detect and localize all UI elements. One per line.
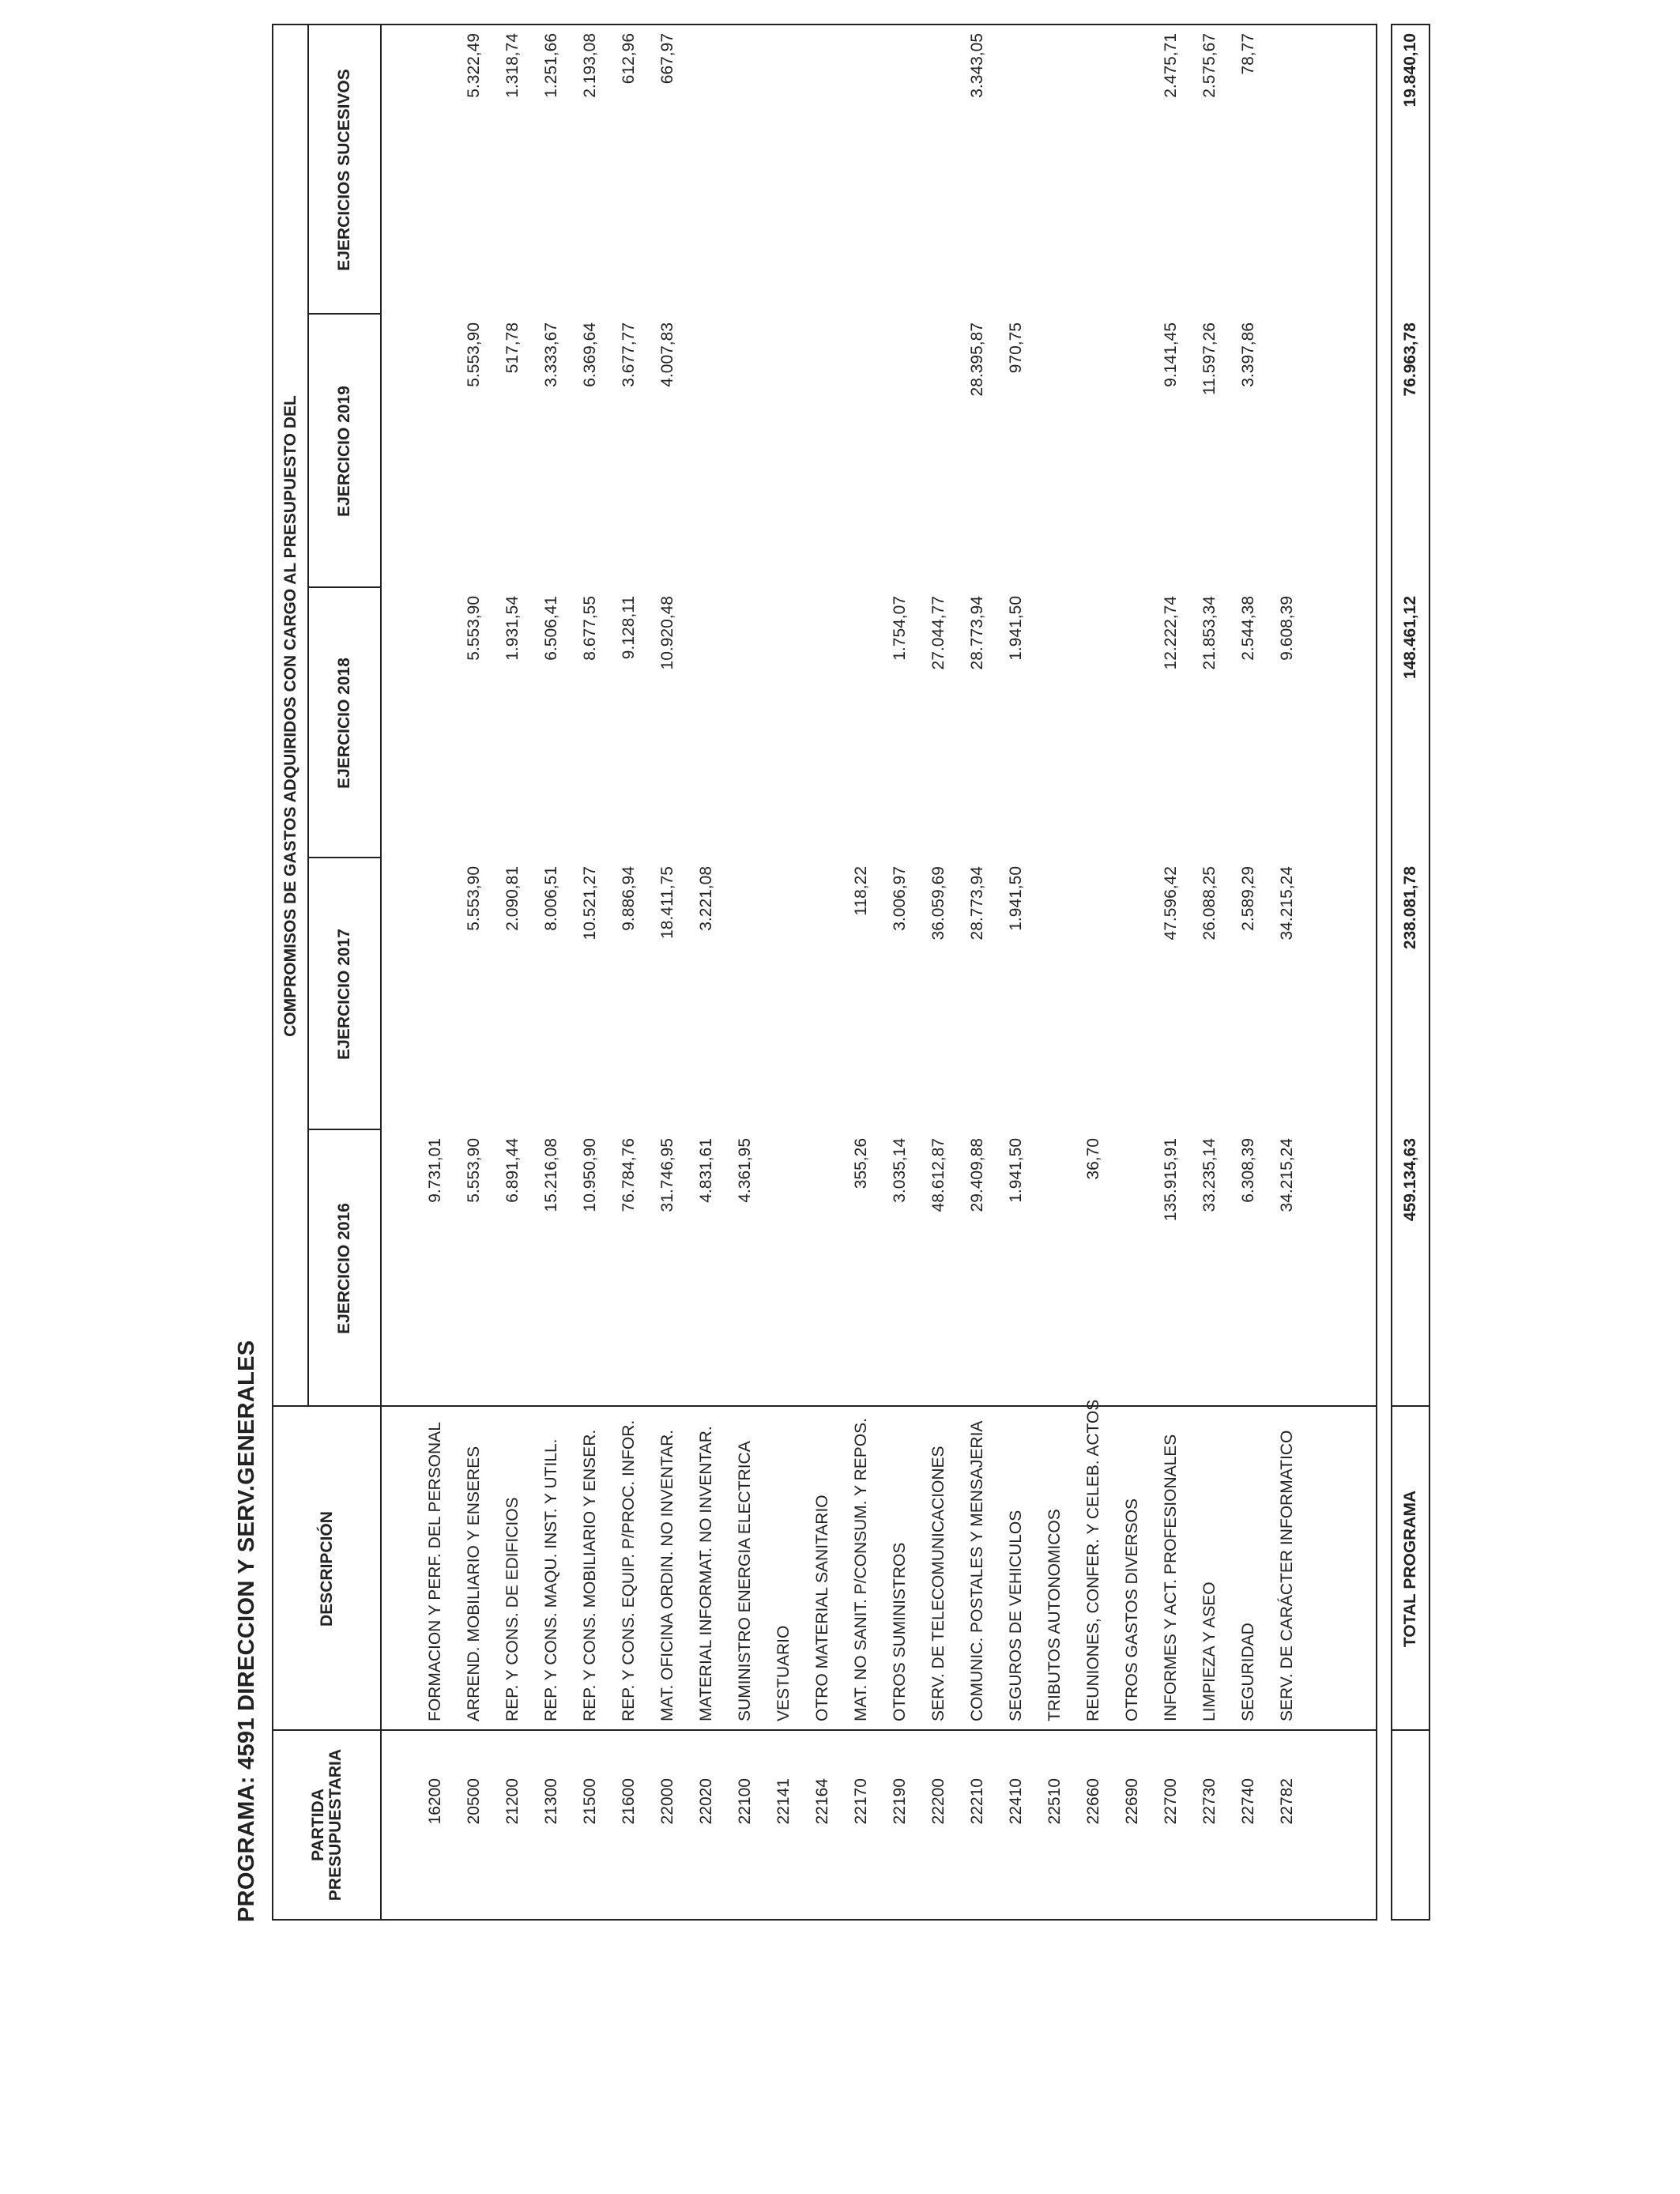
row-value-2019: 3.677,77 xyxy=(620,322,638,387)
header-group-title: COMPROMISOS DE GASTOS ADQUIRIDOS CON CARGO AL PRESUPUESTO DEL xyxy=(273,25,309,1407)
header-ejercicio-2016: EJERCICIO 2016 xyxy=(335,1203,353,1334)
row-value-2017: 9.886,94 xyxy=(620,866,638,931)
row-code: 22700 xyxy=(1162,1778,1180,1825)
row-code: 22510 xyxy=(1045,1778,1064,1825)
row-value-sucesivos: 2.193,08 xyxy=(581,33,599,98)
header-partida-line1: PARTIDA xyxy=(308,1789,327,1861)
row-value-2018: 1.941,50 xyxy=(1007,596,1025,661)
row-description: MATERIAL INFORMAT. NO INVENTAR. xyxy=(697,1426,715,1721)
row-code: 22740 xyxy=(1239,1778,1257,1825)
row-code: 22100 xyxy=(736,1778,754,1825)
row-value-2016: 36,70 xyxy=(1084,1138,1102,1180)
table-row xyxy=(649,25,687,1919)
divider xyxy=(309,1129,380,1130)
row-code: 21200 xyxy=(503,1778,522,1825)
row-value-2016: 15.216,08 xyxy=(542,1138,560,1212)
header-ejercicio-2019: EJERCICIO 2019 xyxy=(335,386,353,517)
row-value-2017: 3.221,08 xyxy=(697,866,715,931)
table-row xyxy=(494,25,532,1919)
row-description: OTROS SUMINISTROS xyxy=(891,1542,909,1721)
row-value-sucesivos: 1.318,74 xyxy=(503,33,522,98)
row-value-2017: 118,22 xyxy=(852,866,870,916)
row-code: 22020 xyxy=(697,1778,715,1825)
table-row xyxy=(533,25,571,1919)
row-description: SERV. DE CARÁCTER INFORMATICO xyxy=(1278,1430,1296,1721)
table-row xyxy=(610,25,648,1919)
row-value-sucesivos: 2.575,67 xyxy=(1200,33,1219,98)
row-description: SEGUROS DE VEHICULOS xyxy=(1007,1510,1025,1721)
row-value-2016: 29.409,88 xyxy=(968,1138,986,1212)
total-2017: 238.081,78 xyxy=(1401,866,1419,950)
row-value-sucesivos: 1.251,66 xyxy=(542,33,560,98)
row-description: REP. Y CONS. DE EDIFICIOS xyxy=(503,1497,522,1721)
row-value-2017: 1.941,50 xyxy=(1007,866,1025,931)
row-value-sucesivos: 78,77 xyxy=(1239,33,1257,75)
row-value-2016: 4.361,95 xyxy=(736,1138,754,1203)
row-value-2016: 355,26 xyxy=(852,1138,870,1189)
table-row xyxy=(1268,25,1306,1919)
row-value-2016: 3.035,14 xyxy=(891,1138,909,1203)
row-value-2018: 28.773,94 xyxy=(968,596,986,670)
row-value-2018: 1.754,07 xyxy=(891,596,909,661)
table-row xyxy=(571,25,609,1919)
header-ejercicio-2018: EJERCICIO 2018 xyxy=(335,658,353,789)
row-value-sucesivos: 612,96 xyxy=(620,33,638,85)
row-value-2016: 5.553,90 xyxy=(465,1138,483,1203)
row-code: 20500 xyxy=(465,1778,483,1825)
row-value-2019: 5.553,90 xyxy=(465,322,483,387)
total-2018: 148.461,12 xyxy=(1401,596,1419,680)
row-value-2018: 27.044,77 xyxy=(929,596,947,670)
row-value-2016: 6.308,39 xyxy=(1239,1138,1257,1203)
row-value-2017: 36.059,69 xyxy=(929,866,947,941)
table-row xyxy=(455,25,493,1919)
row-description: OTRO MATERIAL SANITARIO xyxy=(813,1495,831,1721)
row-value-2016: 76.784,76 xyxy=(620,1138,638,1212)
row-value-2016: 135.915,91 xyxy=(1162,1138,1180,1222)
row-value-2017: 2.589,29 xyxy=(1239,866,1257,931)
row-value-2018: 8.677,55 xyxy=(581,596,599,661)
row-value-sucesivos: 5.322,49 xyxy=(465,33,483,98)
table-row xyxy=(687,25,725,1919)
row-description: MAT. NO SANIT. P/CONSUM. Y REPOS. xyxy=(852,1418,870,1721)
row-value-2019: 3.333,67 xyxy=(542,322,560,387)
row-value-2016: 9.731,01 xyxy=(426,1138,444,1203)
table-row xyxy=(765,25,803,1919)
total-label: TOTAL PROGRAMA xyxy=(1401,1490,1419,1648)
table-row xyxy=(1230,25,1268,1919)
table-row xyxy=(920,25,958,1919)
row-value-2019: 28.395,87 xyxy=(968,322,986,397)
row-value-2018: 9.128,11 xyxy=(620,596,638,660)
row-value-sucesivos: 2.475,71 xyxy=(1162,33,1180,98)
table-row xyxy=(1075,25,1113,1919)
row-value-2016: 34.215,24 xyxy=(1278,1138,1296,1212)
row-value-2018: 9.608,39 xyxy=(1278,596,1296,661)
table-row xyxy=(959,25,996,1919)
row-code: 22660 xyxy=(1084,1778,1102,1825)
row-value-2016: 10.950,90 xyxy=(581,1138,599,1212)
row-value-2017: 10.521,27 xyxy=(581,866,599,941)
row-code: 22782 xyxy=(1278,1778,1296,1825)
row-value-2018: 12.222,74 xyxy=(1162,596,1180,670)
header-ejercicios-sucesivos: EJERCICIOS SUCESIVOS xyxy=(335,69,353,271)
divider xyxy=(309,313,380,315)
row-value-2016: 4.831,61 xyxy=(697,1138,715,1203)
table-row xyxy=(1152,25,1190,1919)
row-description: REP. Y CONS. MAQU. INST. Y UTILL. xyxy=(542,1438,560,1721)
divider xyxy=(273,1405,380,1407)
row-value-2016: 6.891,44 xyxy=(503,1138,522,1203)
row-code: 21500 xyxy=(581,1778,599,1825)
row-value-2017: 28.773,94 xyxy=(968,866,986,941)
row-description: LIMPIEZA Y ASEO xyxy=(1200,1581,1219,1721)
row-description: COMUNIC. POSTALES Y MENSAJERIA xyxy=(968,1420,986,1721)
divider xyxy=(309,857,380,858)
row-description: SERV. DE TELECOMUNICACIONES xyxy=(929,1446,947,1721)
row-value-2016: 31.746,95 xyxy=(658,1138,676,1212)
table-row xyxy=(1191,25,1229,1919)
row-description: REP. Y CONS. MOBILIARIO Y ENSER. xyxy=(581,1429,599,1721)
total-2016: 459.134,63 xyxy=(1401,1138,1419,1222)
table-row xyxy=(842,25,880,1919)
header-ejercicio-2017: EJERCICIO 2017 xyxy=(335,929,353,1060)
row-code: 21600 xyxy=(620,1778,638,1825)
total-row xyxy=(1391,24,1430,1921)
row-value-2016: 48.612,87 xyxy=(929,1138,947,1212)
row-description: SUMINISTRO ENERGIA ELECTRICA xyxy=(736,1441,754,1721)
row-code: 22000 xyxy=(658,1778,676,1825)
header-descripcion: DESCRIPCIÓN xyxy=(317,1511,336,1627)
row-description: MAT. OFICINA ORDIN. NO INVENTAR. xyxy=(658,1429,676,1721)
row-code: 22200 xyxy=(929,1778,947,1825)
table-row xyxy=(997,25,1035,1919)
table-row xyxy=(416,25,454,1919)
row-value-2017: 47.596,42 xyxy=(1162,866,1180,941)
row-value-2016: 1.941,50 xyxy=(1007,1138,1025,1203)
row-value-2018: 2.544,38 xyxy=(1239,596,1257,661)
row-value-2018: 1.931,54 xyxy=(503,596,522,661)
row-description: VESTUARIO xyxy=(774,1625,793,1721)
row-value-2017: 18.411,75 xyxy=(658,866,676,939)
row-code: 22164 xyxy=(813,1778,831,1825)
row-code: 21300 xyxy=(542,1778,560,1825)
header-partida-line2: PRESUPUESTARIA xyxy=(326,1748,345,1902)
row-value-2018: 5.553,90 xyxy=(465,596,483,661)
row-code: 22690 xyxy=(1123,1778,1141,1825)
row-value-2017: 8.006,51 xyxy=(542,866,560,931)
row-value-2017: 26.088,25 xyxy=(1200,866,1219,941)
header-partida xyxy=(273,1731,380,1919)
row-value-2017: 5.553,90 xyxy=(465,866,483,931)
row-value-2019: 970,75 xyxy=(1007,322,1025,374)
row-code: 16200 xyxy=(426,1778,444,1825)
row-value-2019: 4.007,83 xyxy=(658,322,676,387)
row-code: 22730 xyxy=(1200,1778,1219,1825)
row-description: ARREND. MOBILIARIO Y ENSERES xyxy=(465,1446,483,1721)
table-row xyxy=(1036,25,1074,1919)
divider xyxy=(309,586,380,588)
page-title: PROGRAMA: 4591 DIRECCION Y SERV.GENERALES xyxy=(234,1340,259,1922)
row-value-2019: 3.397,86 xyxy=(1239,322,1257,387)
table-row xyxy=(804,25,842,1919)
row-code: 22190 xyxy=(891,1778,909,1825)
row-description: SEGURIDAD xyxy=(1239,1623,1257,1721)
table-row xyxy=(726,25,764,1919)
row-value-sucesivos: 3.343,05 xyxy=(968,33,986,98)
row-description: FORMACION Y PERF. DEL PERSONAL xyxy=(426,1422,444,1721)
row-value-2016: 33.235,14 xyxy=(1200,1138,1219,1212)
budget-table xyxy=(272,24,1377,1921)
row-code: 22170 xyxy=(852,1778,870,1825)
row-description: OTROS GASTOS DIVERSOS xyxy=(1123,1498,1141,1721)
row-code: 22210 xyxy=(968,1778,986,1825)
row-value-2018: 10.920,48 xyxy=(658,596,676,670)
row-value-2019: 517,78 xyxy=(503,322,522,374)
row-description: INFORMES Y ACT. PROFESIONALES xyxy=(1162,1434,1180,1721)
table-row xyxy=(881,25,919,1919)
divider xyxy=(273,1729,380,1731)
table-body xyxy=(382,25,1376,1919)
row-description: REP. Y CONS. EQUIP. P/PROC. INFOR. xyxy=(620,1419,638,1721)
row-value-2017: 2.090,81 xyxy=(503,866,522,931)
total-sucesivos: 19.840,10 xyxy=(1401,33,1419,107)
row-value-2019: 9.141,45 xyxy=(1162,322,1180,387)
row-value-2018: 21.853,34 xyxy=(1200,596,1219,670)
row-code: 22410 xyxy=(1007,1778,1025,1825)
row-description: REUNIONES, CONFER. Y CELEB. ACTOS xyxy=(1084,1399,1102,1721)
row-value-2019: 11.597,26 xyxy=(1200,322,1219,395)
row-value-2017: 34.215,24 xyxy=(1278,866,1296,941)
row-value-2019: 6.369,64 xyxy=(581,322,599,387)
total-2019: 76.963,78 xyxy=(1401,322,1419,397)
row-value-sucesivos: 667,97 xyxy=(658,33,676,85)
row-code: 22141 xyxy=(774,1778,793,1825)
row-value-2017: 3.006,97 xyxy=(891,866,909,931)
table-row xyxy=(1113,25,1151,1919)
table-header xyxy=(273,25,382,1919)
row-value-2018: 6.506,41 xyxy=(542,596,560,661)
row-description: TRIBUTOS AUTONOMICOS xyxy=(1045,1509,1064,1721)
